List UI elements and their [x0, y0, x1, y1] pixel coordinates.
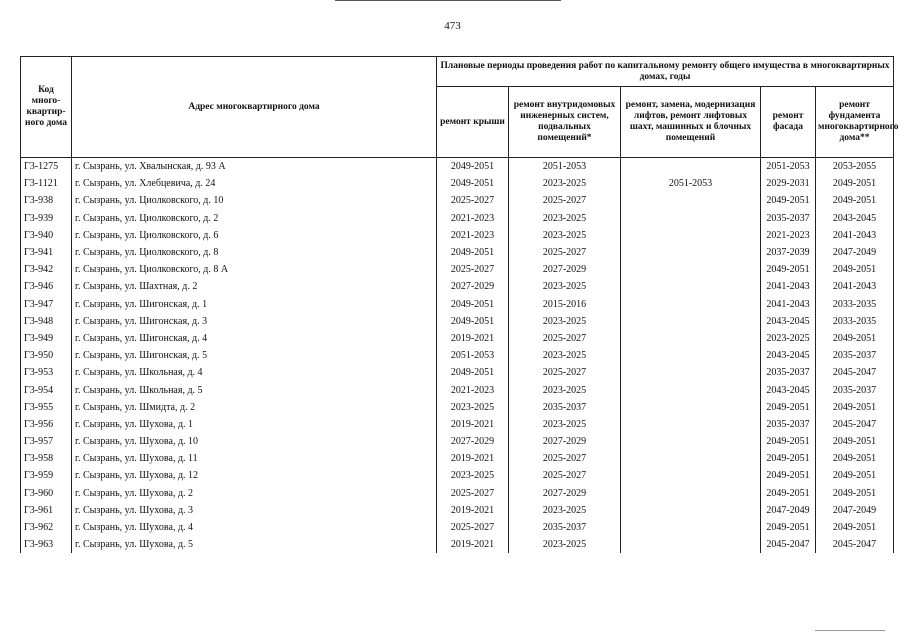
cell-engineering: 2023-2025 [509, 381, 621, 398]
cell-roof: 2049-2051 [437, 158, 509, 176]
cell-address: г. Сызрань, ул. Циолковского, д. 8 [72, 244, 437, 261]
cell-engineering: 2035-2037 [509, 519, 621, 536]
table-row [21, 244, 894, 261]
cell-roof: 2049-2051 [437, 175, 509, 192]
cell-roof: 2025-2027 [437, 485, 509, 502]
table-row [21, 261, 894, 278]
cell-foundation: 2049-2051 [816, 485, 894, 502]
table-row [21, 467, 894, 484]
cell-engineering: 2023-2025 [509, 536, 621, 553]
cell-address: г. Сызрань, ул. Хлебцевича, д. 24 [72, 175, 437, 192]
cell-foundation: 2049-2051 [816, 261, 894, 278]
header-address: Адрес многоквартирного дома [72, 57, 437, 158]
table-row [21, 330, 894, 347]
cell-address: г. Сызрань, ул. Шигонская, д. 5 [72, 347, 437, 364]
cell-foundation: 2041-2043 [816, 227, 894, 244]
cell-roof: 2027-2029 [437, 433, 509, 450]
cell-facade: 2043-2045 [761, 313, 816, 330]
cell-facade: 2041-2043 [761, 278, 816, 295]
cell-facade: 2045-2047 [761, 536, 816, 553]
cell-code: Г3-954 [21, 381, 72, 398]
cell-roof: 2023-2025 [437, 467, 509, 484]
table-row [21, 399, 894, 416]
cell-facade: 2049-2051 [761, 261, 816, 278]
cell-code: Г3-949 [21, 330, 72, 347]
cell-engineering: 2023-2025 [509, 227, 621, 244]
cell-roof: 2049-2051 [437, 244, 509, 261]
page-number: 473 [444, 20, 461, 32]
cell-roof: 2025-2027 [437, 192, 509, 209]
cell-engineering: 2023-2025 [509, 313, 621, 330]
table-row [21, 158, 894, 176]
cell-roof: 2019-2021 [437, 416, 509, 433]
cell-engineering: 2051-2053 [509, 158, 621, 176]
cell-address: г. Сызрань, ул. Шухова, д. 10 [72, 433, 437, 450]
cell-facade: 2037-2039 [761, 244, 816, 261]
cell-code: Г3-941 [21, 244, 72, 261]
repair-schedule-table [20, 56, 899, 553]
cell-address: г. Сызрань, ул. Циолковского, д. 8 А [72, 261, 437, 278]
cell-code: Г3-950 [21, 347, 72, 364]
cell-roof: 2049-2051 [437, 296, 509, 313]
cell-engineering: 2025-2027 [509, 244, 621, 261]
table-row [21, 210, 894, 227]
cell-foundation: 2045-2047 [816, 536, 894, 553]
cell-foundation: 2033-2035 [816, 296, 894, 313]
cell-foundation: 2047-2049 [816, 244, 894, 261]
cell-engineering: 2025-2027 [509, 450, 621, 467]
cell-engineering: 2023-2025 [509, 502, 621, 519]
cell-roof: 2019-2021 [437, 450, 509, 467]
table-row [21, 485, 894, 502]
cell-engineering: 2027-2029 [509, 485, 621, 502]
header-engineering: ремонт внутридомовых инженерных систем, подвальных помещений* [509, 87, 621, 158]
cell-engineering: 2025-2027 [509, 192, 621, 209]
cell-facade: 2049-2051 [761, 485, 816, 502]
cell-roof: 2019-2021 [437, 330, 509, 347]
cell-elevators [621, 192, 761, 209]
cell-foundation: 2049-2051 [816, 467, 894, 484]
cell-elevators [621, 502, 761, 519]
cell-elevators [621, 347, 761, 364]
cell-address: г. Сызрань, ул. Шухова, д. 11 [72, 450, 437, 467]
cell-elevators [621, 278, 761, 295]
cell-roof: 2021-2023 [437, 381, 509, 398]
cell-address: г. Сызрань, ул. Шухова, д. 3 [72, 502, 437, 519]
cell-code: Г3-955 [21, 399, 72, 416]
cell-elevators [621, 364, 761, 381]
cell-facade: 2049-2051 [761, 192, 816, 209]
cell-facade: 2051-2053 [761, 158, 816, 176]
cell-facade: 2049-2051 [761, 467, 816, 484]
cell-elevators [621, 433, 761, 450]
cell-elevators: 2051-2053 [621, 175, 761, 192]
cell-roof: 2023-2025 [437, 399, 509, 416]
top-rule [335, 0, 561, 1]
cell-facade: 2023-2025 [761, 330, 816, 347]
cell-code: Г3-946 [21, 278, 72, 295]
cell-address: г. Сызрань, ул. Шигонская, д. 3 [72, 313, 437, 330]
cell-elevators [621, 536, 761, 553]
table-row [21, 278, 894, 295]
table-row [21, 416, 894, 433]
cell-facade: 2021-2023 [761, 227, 816, 244]
cell-code: Г3-938 [21, 192, 72, 209]
cell-facade: 2041-2043 [761, 296, 816, 313]
cell-roof: 2049-2051 [437, 313, 509, 330]
cell-foundation: 2053-2055 [816, 158, 894, 176]
cell-address: г. Сызрань, ул. Шухова, д. 12 [72, 467, 437, 484]
header-roof: ремонт крыши [437, 87, 509, 158]
header-code: Код много-квартир-ного дома [21, 57, 72, 158]
cell-engineering: 2025-2027 [509, 330, 621, 347]
cell-code: Г3-947 [21, 296, 72, 313]
cell-code: Г3-961 [21, 502, 72, 519]
cell-facade: 2043-2045 [761, 347, 816, 364]
cell-foundation: 2049-2051 [816, 399, 894, 416]
cell-code: Г3-959 [21, 467, 72, 484]
header-foundation: ремонт фундамента многоквартирного дома** [816, 87, 894, 158]
cell-elevators [621, 244, 761, 261]
cell-elevators [621, 296, 761, 313]
table-header [21, 57, 899, 158]
cell-address: г. Сызрань, ул. Шухова, д. 2 [72, 485, 437, 502]
table-row [21, 296, 894, 313]
cell-foundation: 2049-2051 [816, 450, 894, 467]
table-row [21, 227, 894, 244]
cell-code: Г3-962 [21, 519, 72, 536]
cell-engineering: 2023-2025 [509, 175, 621, 192]
cell-facade: 2049-2051 [761, 519, 816, 536]
cell-facade: 2047-2049 [761, 502, 816, 519]
cell-address: г. Сызрань, ул. Шмидта, д. 2 [72, 399, 437, 416]
cell-roof: 2021-2023 [437, 210, 509, 227]
cell-code: Г3-956 [21, 416, 72, 433]
cell-foundation: 2049-2051 [816, 519, 894, 536]
cell-engineering: 2027-2029 [509, 433, 621, 450]
cell-foundation: 2049-2051 [816, 175, 894, 192]
cell-roof: 2025-2027 [437, 519, 509, 536]
table-row [21, 364, 894, 381]
cell-foundation: 2045-2047 [816, 416, 894, 433]
cell-elevators [621, 399, 761, 416]
header-elevators: ремонт, замена, модернизация лифтов, ремонт лифтовых шахт, машинных и блочных помещений [621, 87, 761, 158]
cell-foundation: 2035-2037 [816, 381, 894, 398]
cell-address: г. Сызрань, ул. Шухова, д. 1 [72, 416, 437, 433]
cell-elevators [621, 158, 761, 176]
cell-foundation: 2041-2043 [816, 278, 894, 295]
table-row [21, 536, 894, 553]
cell-foundation: 2045-2047 [816, 364, 894, 381]
cell-roof: 2027-2029 [437, 278, 509, 295]
cell-elevators [621, 227, 761, 244]
cell-facade: 2035-2037 [761, 364, 816, 381]
cell-engineering: 2023-2025 [509, 347, 621, 364]
cell-elevators [621, 519, 761, 536]
cell-roof: 2019-2021 [437, 536, 509, 553]
cell-code: Г3-953 [21, 364, 72, 381]
cell-code: Г3-963 [21, 536, 72, 553]
cell-engineering: 2025-2027 [509, 364, 621, 381]
cell-code: Г3-957 [21, 433, 72, 450]
cell-code: Г3-1275 [21, 158, 72, 176]
cell-address: г. Сызрань, ул. Циолковского, д. 10 [72, 192, 437, 209]
cell-address: г. Сызрань, ул. Хвалынская, д. 93 А [72, 158, 437, 176]
cell-engineering: 2027-2029 [509, 261, 621, 278]
cell-address: г. Сызрань, ул. Циолковского, д. 2 [72, 210, 437, 227]
cell-engineering: 2023-2025 [509, 278, 621, 295]
cell-facade: 2035-2037 [761, 416, 816, 433]
cell-elevators [621, 313, 761, 330]
cell-foundation: 2043-2045 [816, 210, 894, 227]
header-facade: ремонт фасада [761, 87, 816, 158]
cell-elevators [621, 450, 761, 467]
cell-address: г. Сызрань, ул. Циолковского, д. 6 [72, 227, 437, 244]
cell-address: г. Сызрань, ул. Шигонская, д. 4 [72, 330, 437, 347]
cell-code: Г3-940 [21, 227, 72, 244]
cell-foundation: 2049-2051 [816, 330, 894, 347]
cell-address: г. Сызрань, ул. Шигонская, д. 1 [72, 296, 437, 313]
cell-engineering: 2015-2016 [509, 296, 621, 313]
cell-facade: 2029-2031 [761, 175, 816, 192]
table-row [21, 502, 894, 519]
table-row [21, 519, 894, 536]
header-planned-periods: Плановые периоды проведения работ по капитальному ремонту общего имущества в многоквартирных домах, годы [437, 57, 894, 87]
cell-roof: 2049-2051 [437, 364, 509, 381]
cell-code: Г3-948 [21, 313, 72, 330]
cell-foundation: 2035-2037 [816, 347, 894, 364]
cell-elevators [621, 210, 761, 227]
cell-foundation: 2049-2051 [816, 433, 894, 450]
cell-elevators [621, 485, 761, 502]
cell-address: г. Сызрань, ул. Шухова, д. 4 [72, 519, 437, 536]
cell-facade: 2049-2051 [761, 433, 816, 450]
cell-code: Г3-942 [21, 261, 72, 278]
cell-roof: 2051-2053 [437, 347, 509, 364]
cell-facade: 2049-2051 [761, 399, 816, 416]
cell-elevators [621, 381, 761, 398]
cell-address: г. Сызрань, ул. Шухова, д. 5 [72, 536, 437, 553]
cell-address: г. Сызрань, ул. Шахтная, д. 2 [72, 278, 437, 295]
cell-elevators [621, 467, 761, 484]
cell-code: Г3-1121 [21, 175, 72, 192]
cell-foundation: 2049-2051 [816, 192, 894, 209]
cell-foundation: 2033-2035 [816, 313, 894, 330]
cell-address: г. Сызрань, ул. Школьная, д. 4 [72, 364, 437, 381]
cell-code: Г3-958 [21, 450, 72, 467]
cell-address: г. Сызрань, ул. Школьная, д. 5 [72, 381, 437, 398]
cell-elevators [621, 330, 761, 347]
table-row [21, 347, 894, 364]
cell-roof: 2021-2023 [437, 227, 509, 244]
table-row [21, 192, 894, 209]
cell-roof: 2025-2027 [437, 261, 509, 278]
cell-foundation: 2047-2049 [816, 502, 894, 519]
cell-engineering: 2023-2025 [509, 210, 621, 227]
table-row [21, 450, 894, 467]
table-body [21, 158, 894, 554]
bottom-mark [815, 630, 885, 631]
cell-code: Г3-939 [21, 210, 72, 227]
cell-roof: 2019-2021 [437, 502, 509, 519]
cell-engineering: 2023-2025 [509, 416, 621, 433]
table-row [21, 381, 894, 398]
cell-code: Г3-960 [21, 485, 72, 502]
cell-elevators [621, 416, 761, 433]
cell-engineering: 2025-2027 [509, 467, 621, 484]
table-row [21, 433, 894, 450]
cell-elevators [621, 261, 761, 278]
table-row [21, 313, 894, 330]
cell-facade: 2049-2051 [761, 450, 816, 467]
cell-facade: 2035-2037 [761, 210, 816, 227]
cell-engineering: 2035-2037 [509, 399, 621, 416]
cell-facade: 2043-2045 [761, 381, 816, 398]
table-row [21, 175, 894, 192]
